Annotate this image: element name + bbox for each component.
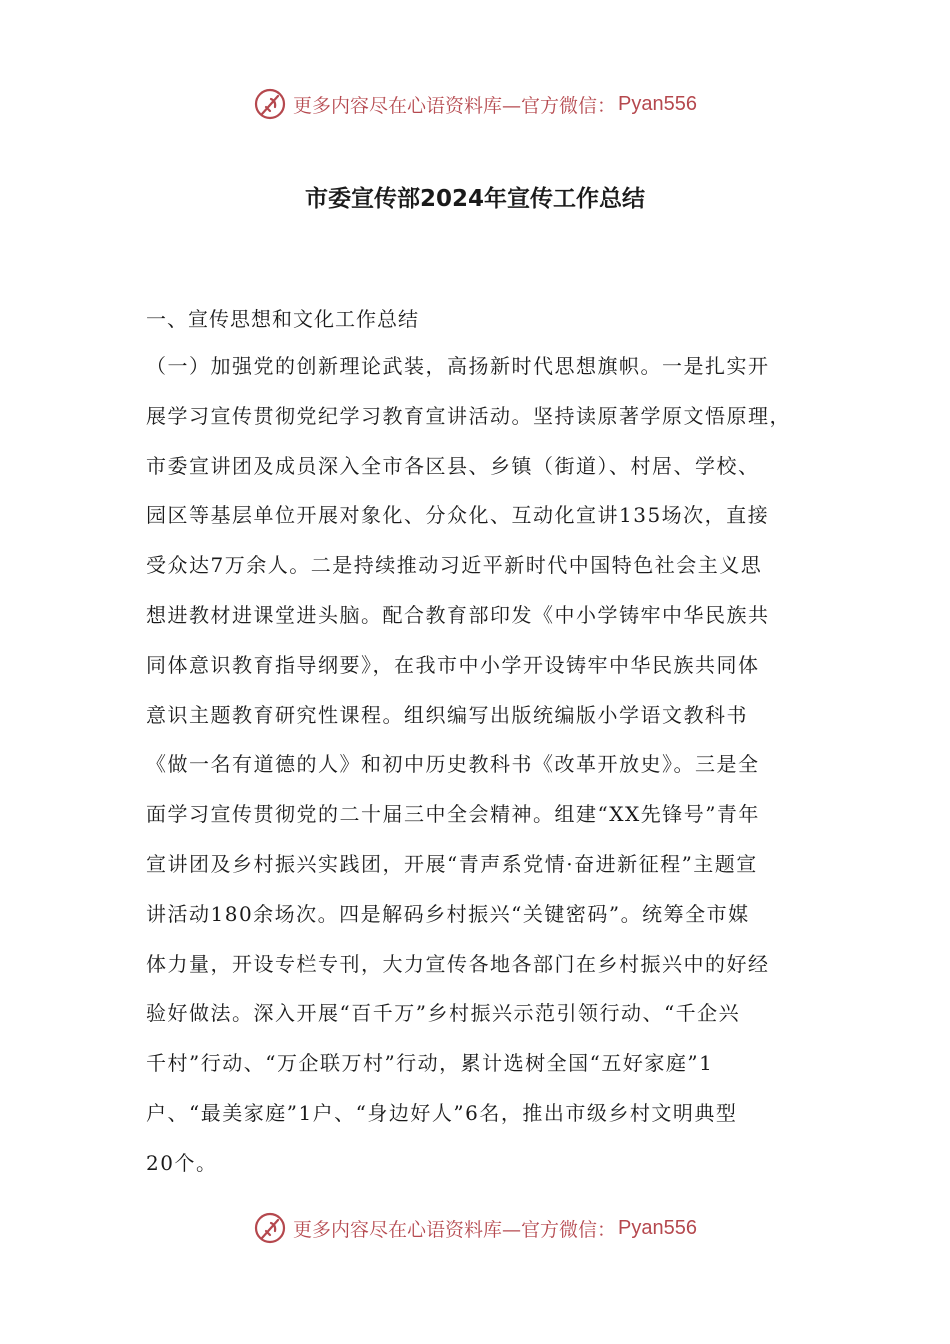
paragraph-line: 讲活动180余场次。四是解码乡村振兴“关键密码”。统筹全市媒 — [146, 901, 750, 926]
paragraph-line: 市委宣讲团及成员深入全市各区县、乡镇（街道）、村居、学校、 — [146, 453, 760, 478]
paragraph-line: 千村”行动、“万企联万村”行动，累计选树全国“五好家庭”1 — [146, 1051, 714, 1076]
paragraph-line: （一）加强党的创新理论武装，高扬新时代思想旗帜。一是扎实开 — [146, 354, 770, 378]
section-heading: 一、宣传思想和文化工作总结 — [146, 307, 419, 331]
paragraph-line: 想进教材进课堂进头脑。配合教育部印发《中小学铸牢中华民族共 — [146, 602, 770, 627]
watermark-banner-top — [0, 84, 950, 124]
watermark-handle: Pyan556 — [618, 92, 697, 115]
paragraph-line: 面学习宣传贯彻党的二十届三中全会精神。组建“XX先锋号”青年 — [146, 802, 760, 827]
watermark-text: 更多内容尽在心语资料库—官方微信： — [293, 94, 617, 117]
paragraph-line: 《做一名有道德的人》和初中历史教科书《改革开放史》。三是全 — [146, 752, 760, 777]
paragraph-line: 园区等基层单位开展对象化、分众化、互动化宣讲135场次，直接 — [146, 503, 770, 528]
quill-logo-icon — [253, 87, 287, 121]
paragraph-line: 20个。 — [146, 1150, 218, 1175]
quill-logo-icon — [253, 1211, 287, 1245]
document-title: 市委宣传部2024年宣传工作总结 — [304, 186, 645, 212]
paragraph-line: 受众达7万余人。二是持续推动习近平新时代中国特色社会主义思 — [146, 553, 763, 578]
watermark-handle: Pyan556 — [618, 1216, 697, 1239]
watermark-text: 更多内容尽在心语资料库—官方微信： — [293, 1218, 617, 1241]
body-paragraph — [146, 342, 811, 1189]
paragraph-line: 宣讲团及乡村振兴实践团，开展“青声系党情·奋进新征程”主题宣 — [146, 851, 758, 876]
paragraph-line: 意识主题教育研究性课程。组织编写出版统编版小学语文教科书 — [146, 702, 748, 727]
paragraph-line: 验好做法。深入开展“百千万”乡村振兴示范引领行动、“千企兴 — [146, 1001, 741, 1026]
paragraph-line: 展学习宣传贯彻党纪学习教育宣讲活动。坚持读原著学原文悟原理， — [146, 403, 791, 428]
paragraph-line: 同体意识教育指导纲要》，在我市中小学开设铸牢中华民族共同体 — [146, 652, 760, 677]
watermark-banner-bottom — [0, 1208, 950, 1248]
paragraph-line: 体力量，开设专栏专刊，大力宣传各地各部门在乡村振兴中的好经 — [146, 951, 770, 976]
paragraph-line: 户、“最美家庭”1户、“身边好人”6名，推出市级乡村文明典型 — [146, 1100, 738, 1125]
